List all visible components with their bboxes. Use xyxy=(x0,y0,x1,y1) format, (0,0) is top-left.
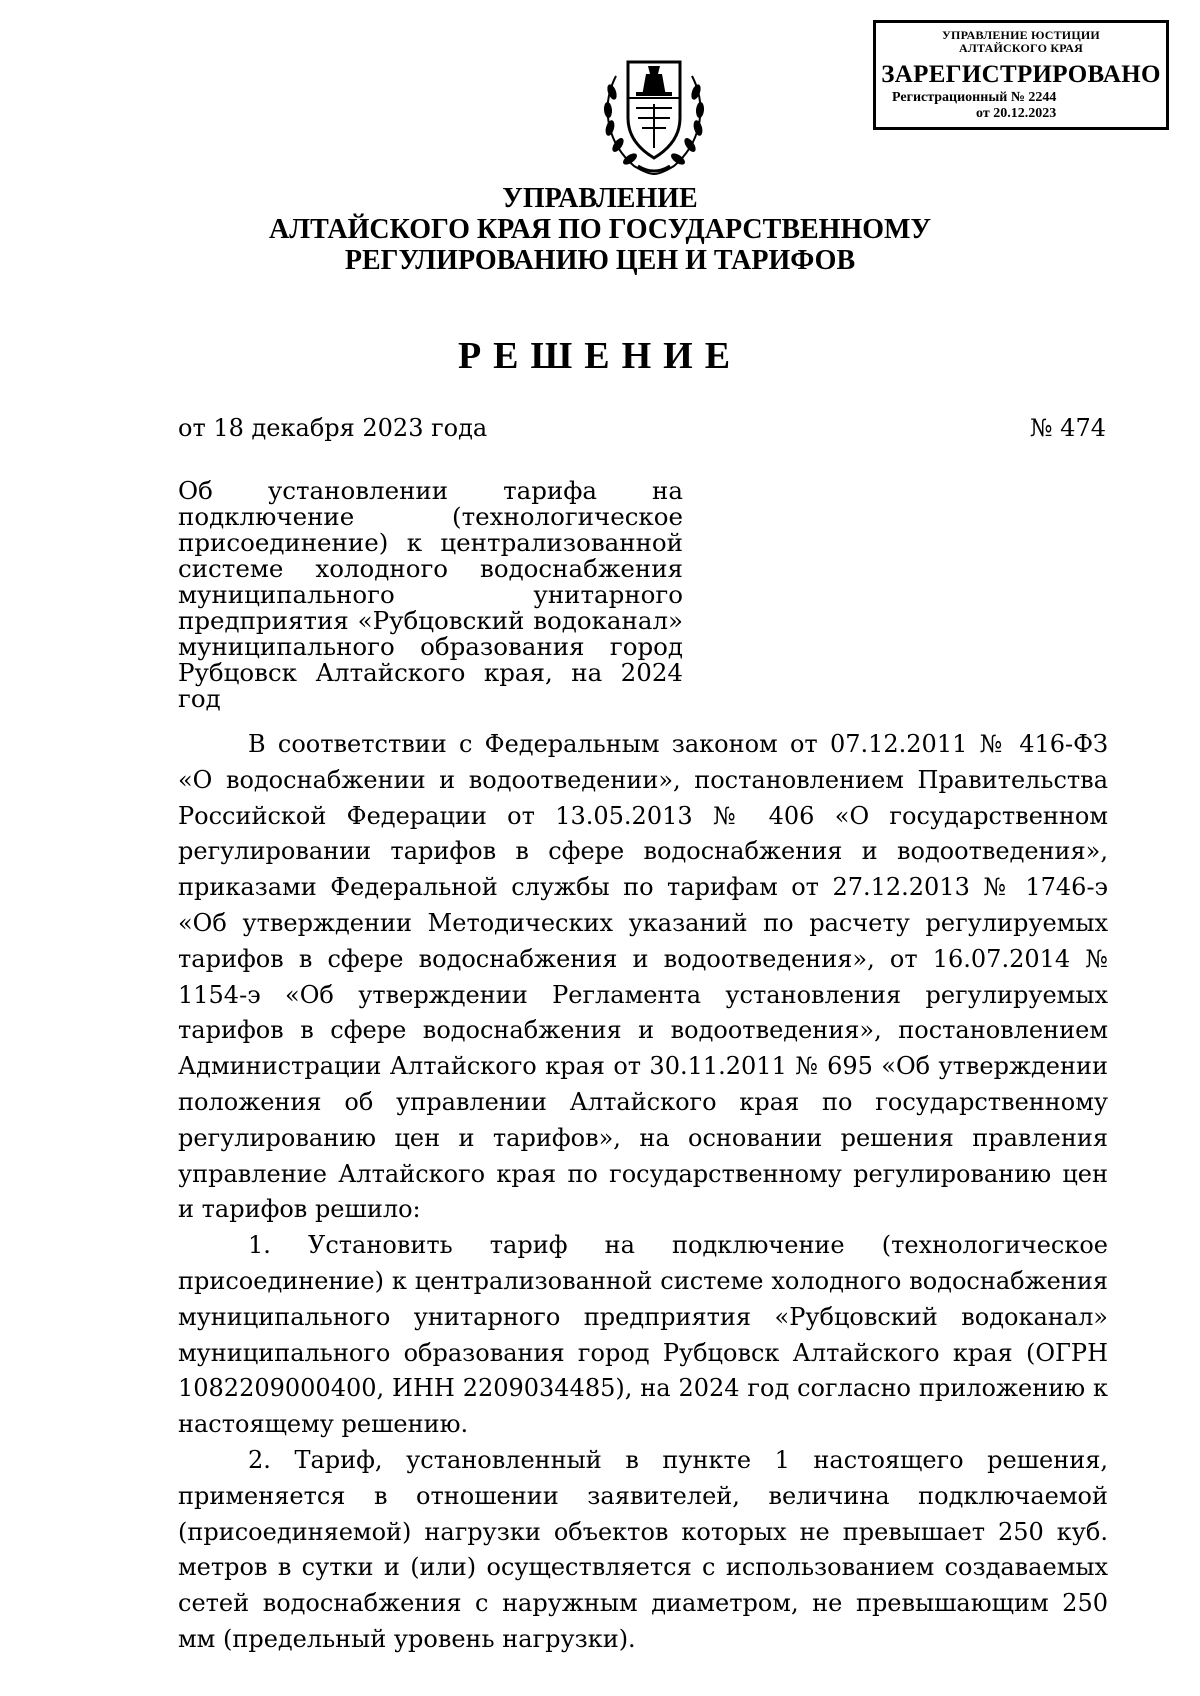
coat-of-arms-icon xyxy=(598,48,710,180)
issuing-authority xyxy=(150,183,1050,276)
clause-1-paragraph: 1. Установить тариф на подключение (технологическое присоединение) к централизованной системе холодного водоснабжения муниципального унитарного предприятия «Рубцовский водоканал» муниципального образования город Рубцовск Алтайского края (ОГРН 1082209000400, ИНН 2209034485), на 2024 год согласно приложению к настоящему решению. xyxy=(178,1231,1108,1439)
stamp-authority-line2: АЛТАЙСКОГО КРАЯ xyxy=(959,41,1083,55)
authority-line-3: РЕГУЛИРОВАНИЮ ЦЕН И ТАРИФОВ xyxy=(344,245,856,276)
authority-line-1: УПРАВЛЕНИЕ xyxy=(502,183,698,214)
preamble-paragraph: В соответствии с Федеральным законом от 07.12.2011 № 416-ФЗ «О водоснабжении и водоотведении», постановлением Правительства Российской Федерации от 13.05.2013 № 406 «О государственном регулировании тарифов в сфере водоснабжения и водоотведения», приказами Федеральной службы по тарифам от 27.12.2013 № 1746-э «Об утверждении Методических указаний по расчету регулируемых тарифов в сфере водоснабжения и водоотведения», от 16.07.2014 № 1154-э «Об утверждении Регламента установления регулируемых тарифов в сфере водоснабжения и водоотведения», постановлением Администрации Алтайского края от 30.11.2011 № 695 «Об утверждении положения об управлении Алтайского края по государственному регулированию цен и тарифов», на основании решения правления управление Алтайского края по государственному регулированию цен и тарифов решило: xyxy=(178,730,1108,1224)
document-type-title: РЕШЕНИЕ xyxy=(457,335,743,377)
stamp-authority-line1: УПРАВЛЕНИЕ ЮСТИЦИИ xyxy=(942,28,1100,42)
document-date: от 18 декабря 2023 года xyxy=(178,414,488,442)
registration-stamp xyxy=(873,20,1169,130)
stamp-status: ЗАРЕГИСТРИРОВАНО xyxy=(881,61,1161,88)
document-number: № 474 xyxy=(1029,414,1106,442)
authority-line-2: АЛТАЙСКОГО КРАЯ ПО ГОСУДАРСТВЕННОМУ xyxy=(269,214,931,245)
stamp-registration-date: от 20.12.2023 xyxy=(976,106,1057,121)
stamp-registration-number: Регистрационный № 2244 xyxy=(892,90,1057,105)
document-subject: Об установлении тарифа на подключение (технологическое присоединение) к централизованной системе холодного водоснабжения муниципального унитарного предприятия «Рубцовский водоканал» муниципального образования город Рубцовск Алтайского края, на 2024 год xyxy=(178,476,683,713)
clause-2-paragraph: 2. Тариф, установленный в пункте 1 настоящего решения, применяется в отношении заявителей, величина подключаемой (присоединяемой) нагрузки объектов которых не превышает 250 куб. метров в сутки и (или) осуществляется с использованием создаваемых сетей водоснабжения с наружным диаметром, не превышающим 250 мм (предельный уровень нагрузки). xyxy=(178,1445,1108,1653)
document-body xyxy=(178,727,1108,1658)
